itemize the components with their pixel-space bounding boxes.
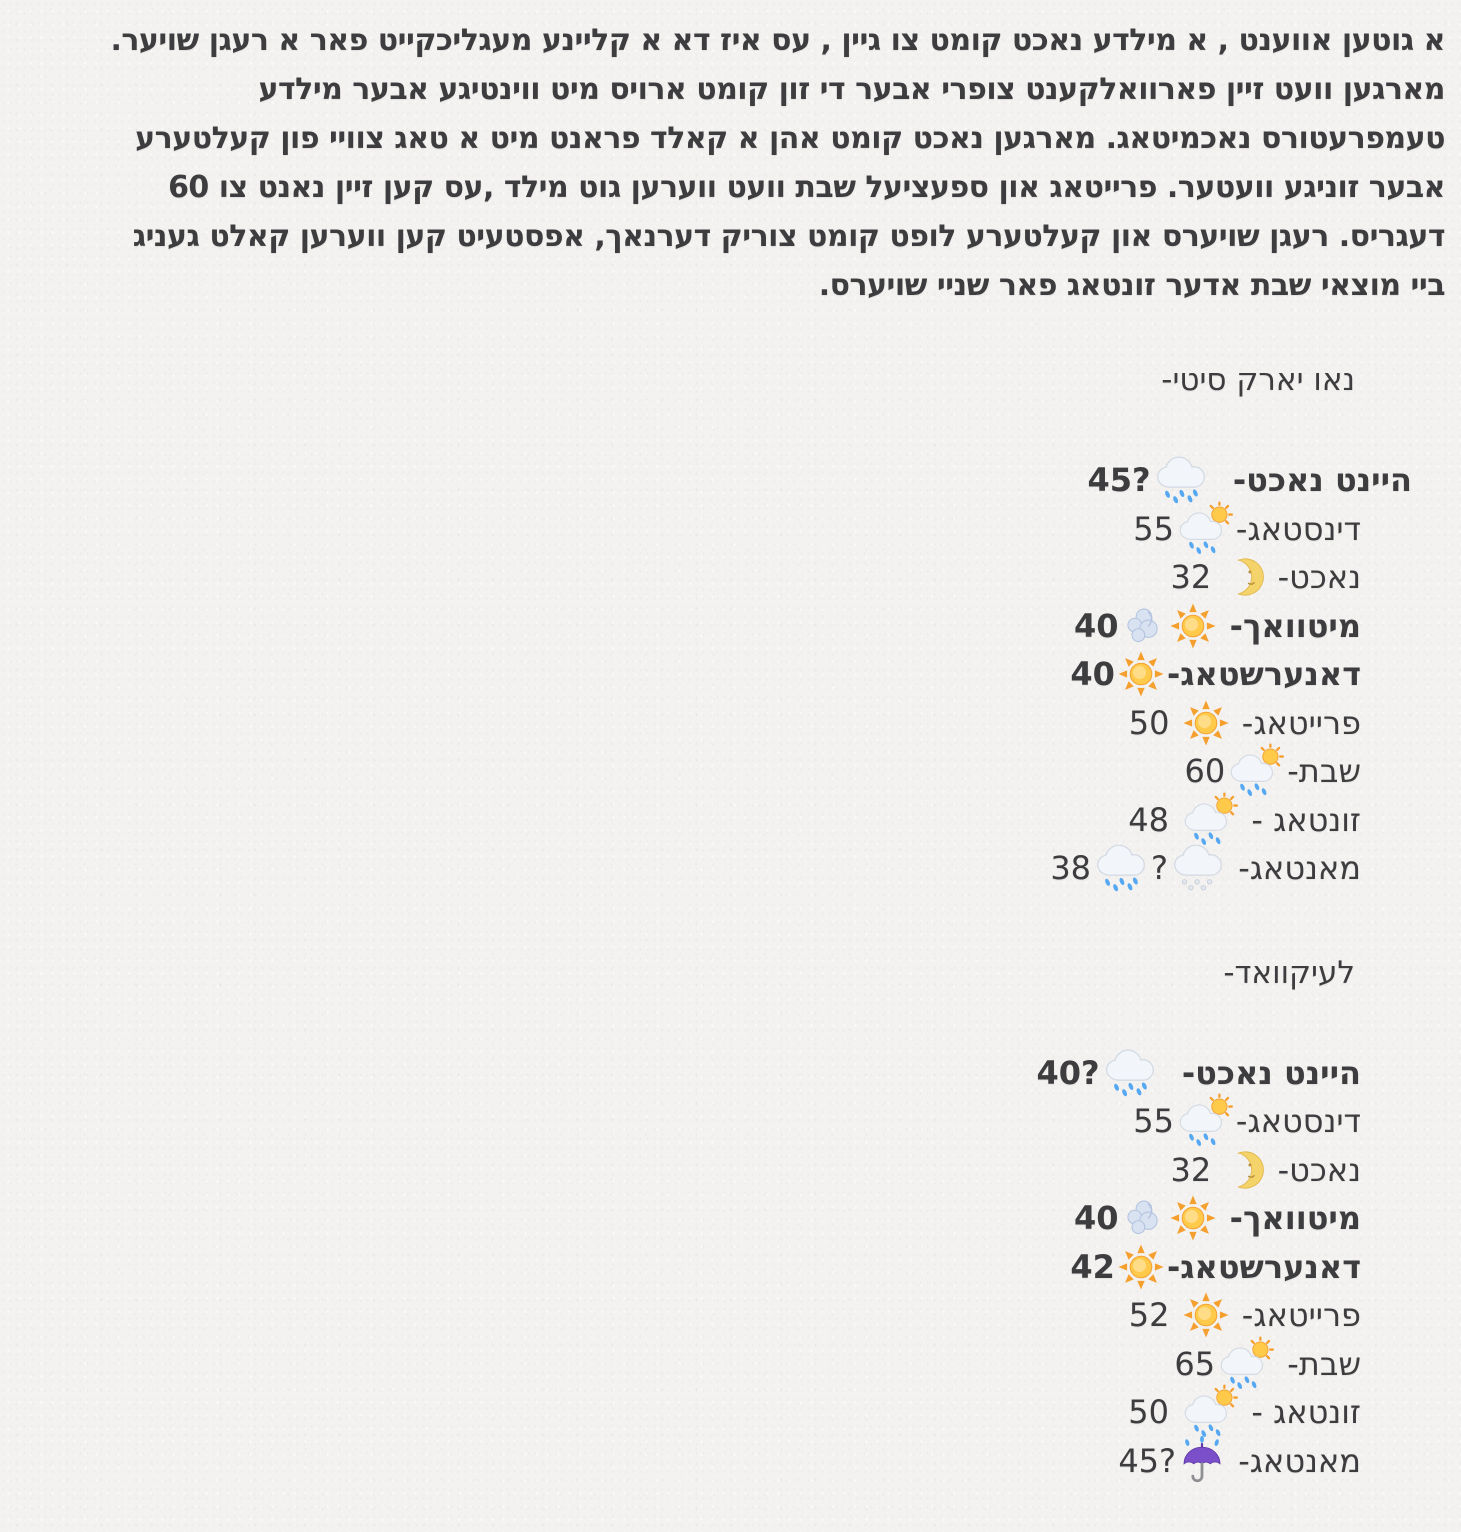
temperature-value: 52 [1128,1296,1180,1335]
snow-cloud-icon [1171,844,1225,892]
day-label: מיטוואך- [1218,606,1361,645]
note-paragraph-line: א גוטען אווענט , א מילדע נאכט קומט צו גיין , עס איז דא א קליינע מעגליכקייט פאר א רעגן שויער. [110,23,1445,58]
temperature-value: 50 [1128,703,1180,742]
question-mark: ? [1151,849,1169,888]
forecast-row [0,1049,1461,1098]
temperature-value: 65 [1174,1344,1216,1383]
forecast-row [0,650,1461,699]
forecast-row [0,1291,1461,1340]
forecast-row [0,844,1461,893]
rain-cloud-icon [1094,844,1148,892]
temperature-value: 55 [1133,1102,1174,1141]
temperature-value: 42 [1070,1247,1115,1286]
temperature-value: 40 [1070,655,1115,694]
day-label: דינסטאג- [1235,509,1361,548]
city-title: נאו יארק סיטי- [1161,362,1355,398]
day-label: מאנטאג- [1228,1441,1361,1480]
note-paragraph-line: דעגריס. רעגן שויערס און קעלטערע לופט קומט צוריק דערנאך, אפסטעיט קען ווערען קאלט געניג [132,219,1445,254]
day-label: דאנערשטאג- [1166,655,1361,694]
forecast-list [0,456,1461,893]
day-label: נאכט- [1267,1150,1361,1189]
day-label: דאנערשטאג- [1166,1247,1361,1286]
forecast-row [0,1194,1461,1243]
day-label: דינסטאג- [1235,1102,1361,1141]
day-label: היינט נאכט- [1210,461,1412,500]
note-paragraph-line: מארגען וועט זיין פארוואלקענט צופרי אבער די זון קומט ארויס מיט ווינטיגע אבער מילדע [258,72,1445,107]
moon-icon [1224,553,1264,601]
forecast-row [0,1340,1461,1389]
sun-rain-cloud-icon [1218,1340,1274,1388]
rain-cloud-icon [1154,456,1208,504]
day-label: פרייטאג- [1231,703,1361,742]
day-label: שבת- [1277,1344,1361,1383]
temperature-value: 45? [1118,1441,1177,1480]
wind-icon [1122,1194,1164,1242]
forecast-row [0,553,1461,602]
sun-icon [1118,1243,1164,1291]
temperature-value: 32 [1170,1150,1222,1189]
forecast-row [0,1388,1461,1437]
forecast-row [0,602,1461,651]
moon-icon [1224,1146,1264,1194]
forecast-row [0,796,1461,845]
sun-icon [1170,1194,1216,1242]
day-label: שבת- [1287,752,1361,791]
forecast-row [0,1243,1461,1292]
temperature-value: 50 [1128,1393,1180,1432]
forecast-row [0,699,1461,748]
forecast-row [0,1097,1461,1146]
rain-cloud-icon [1103,1049,1157,1097]
temperature-value: 40 [1073,1199,1119,1238]
day-label: היינט נאכט- [1159,1053,1361,1092]
sun-rain-cloud-icon [1182,796,1238,844]
day-label: פרייטאג- [1231,1296,1361,1335]
day-label: זונטאג - [1241,1393,1361,1432]
forecast-summary-paragraph [0,0,1461,310]
city-forecast-section [0,356,1461,893]
temperature-value: 48 [1128,800,1180,839]
sun-icon [1183,1291,1229,1339]
forecast-list [0,1049,1461,1486]
city-forecast-sections [0,356,1461,1485]
city-forecast-section [0,949,1461,1486]
temperature-value: 55 [1133,509,1174,548]
temperature-value: 45? [1087,461,1151,500]
forecast-row [0,456,1461,505]
forecast-row [0,1146,1461,1195]
sun-rain-cloud-icon [1182,1388,1238,1436]
forecast-row [0,747,1461,796]
sun-icon [1118,650,1164,698]
sun-icon [1183,699,1229,747]
forecast-row [0,505,1461,554]
temperature-value: 60 [1184,752,1226,791]
temperature-value: 32 [1170,558,1222,597]
sun-rain-cloud-icon [1177,505,1233,553]
day-label: זונטאג - [1241,800,1361,839]
day-label: נאכט- [1267,558,1361,597]
note-paragraph-line: טעמפרעטורס נאכמיטאג. מארגען נאכט קומט אהן א קאלד פראנט מיט א טאג צוויי פון קעלטערע [135,121,1445,156]
city-title: לעיקוואד- [1223,954,1355,991]
day-label: מיטוואך- [1218,1199,1361,1238]
forecast-row [0,1437,1461,1486]
temperature-value: 40? [1036,1053,1100,1092]
day-label: מאנטאג- [1228,849,1361,888]
note-paragraph-line: ביי מוצאי שבת אדער זונטאג פאר שניי שויערס. [818,268,1445,303]
temperature-value: 40 [1073,606,1119,645]
sun-rain-cloud-icon [1177,1097,1233,1145]
wind-icon [1122,602,1164,650]
umbrella-rain-icon [1179,1437,1225,1485]
note-paragraph-line: אבער זוניגע וועטער. פרייטאג און ספעציעל שבת וועט ווערען גוט מילד ,עס קען זיין נאנט צו 60 [168,170,1445,205]
sun-rain-cloud-icon [1228,747,1284,795]
temperature-value: 38 [1050,849,1092,888]
sun-icon [1170,602,1216,650]
